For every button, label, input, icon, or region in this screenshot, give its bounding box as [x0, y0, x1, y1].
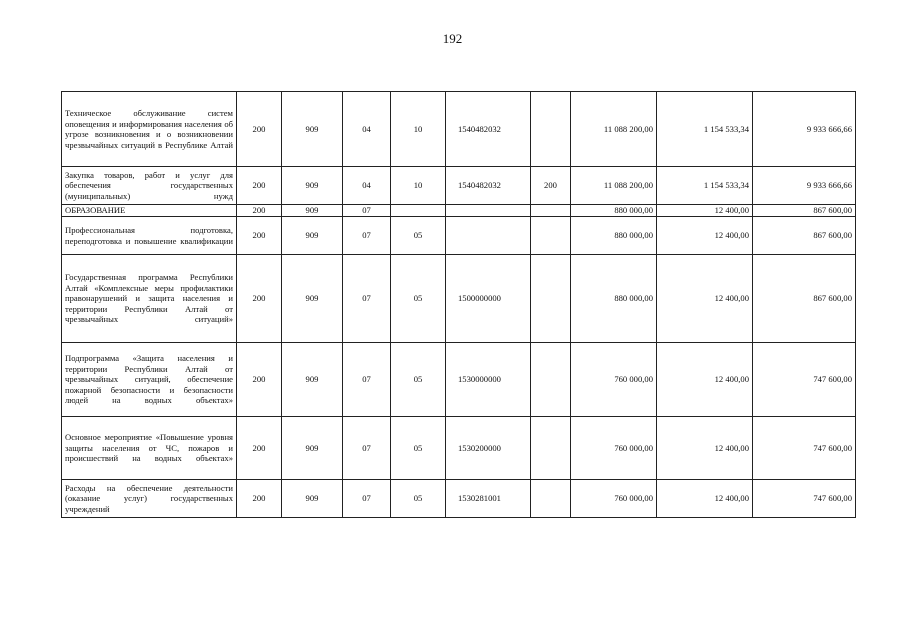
table-row	[62, 167, 856, 205]
row-name: Профессиональная подготовка, переподготовка и повышение квалификации	[62, 217, 237, 255]
cell-expense-type	[531, 92, 571, 167]
cell-target-article: 1500000000	[446, 255, 531, 343]
cell-ministry: 909	[282, 480, 343, 518]
cell-sum-total: 747 600,00	[753, 480, 856, 518]
cell-subsection: 05	[391, 255, 446, 343]
table-row	[62, 417, 856, 480]
cell-section: 07	[343, 255, 391, 343]
cell-subsection: 10	[391, 92, 446, 167]
cell-admin: 200	[237, 217, 282, 255]
cell-sum-total: 867 600,00	[753, 205, 856, 217]
cell-target-article: 1530000000	[446, 343, 531, 417]
cell-sum-approved: 880 000,00	[571, 255, 657, 343]
cell-sum-change: 12 400,00	[657, 343, 753, 417]
row-name: Закупка товаров, работ и услуг для обеспечения государственных (муниципальных) нужд	[62, 167, 237, 205]
cell-sum-approved: 760 000,00	[571, 480, 657, 518]
cell-subsection	[391, 205, 446, 217]
cell-sum-total: 867 600,00	[753, 217, 856, 255]
cell-sum-change: 12 400,00	[657, 480, 753, 518]
cell-ministry: 909	[282, 92, 343, 167]
cell-ministry: 909	[282, 217, 343, 255]
cell-target-article: 1530200000	[446, 417, 531, 480]
cell-section: 07	[343, 217, 391, 255]
cell-sum-approved: 880 000,00	[571, 205, 657, 217]
cell-section: 07	[343, 480, 391, 518]
cell-sum-approved: 760 000,00	[571, 417, 657, 480]
cell-admin: 200	[237, 343, 282, 417]
cell-sum-approved: 880 000,00	[571, 217, 657, 255]
cell-expense-type	[531, 417, 571, 480]
cell-target-article: 1530281001	[446, 480, 531, 518]
cell-sum-total: 747 600,00	[753, 343, 856, 417]
cell-sum-change: 1 154 533,34	[657, 92, 753, 167]
cell-subsection: 05	[391, 217, 446, 255]
cell-section: 04	[343, 92, 391, 167]
cell-sum-change: 12 400,00	[657, 417, 753, 480]
cell-expense-type	[531, 205, 571, 217]
row-name: ОБРАЗОВАНИЕ	[62, 205, 237, 217]
cell-sum-approved: 760 000,00	[571, 343, 657, 417]
cell-ministry: 909	[282, 205, 343, 217]
cell-expense-type	[531, 255, 571, 343]
cell-sum-approved: 11 088 200,00	[571, 167, 657, 205]
table-row	[62, 480, 856, 518]
cell-sum-change: 12 400,00	[657, 255, 753, 343]
table-row	[62, 92, 856, 167]
cell-expense-type	[531, 343, 571, 417]
cell-subsection: 05	[391, 417, 446, 480]
cell-section: 07	[343, 205, 391, 217]
cell-subsection: 05	[391, 343, 446, 417]
cell-sum-change: 12 400,00	[657, 205, 753, 217]
cell-expense-type	[531, 217, 571, 255]
cell-sum-change: 12 400,00	[657, 217, 753, 255]
cell-subsection: 10	[391, 167, 446, 205]
cell-target-article	[446, 205, 531, 217]
cell-ministry: 909	[282, 343, 343, 417]
cell-sum-total: 9 933 666,66	[753, 167, 856, 205]
cell-admin: 200	[237, 167, 282, 205]
cell-expense-type	[531, 480, 571, 518]
cell-section: 07	[343, 343, 391, 417]
cell-ministry: 909	[282, 255, 343, 343]
cell-sum-change: 1 154 533,34	[657, 167, 753, 205]
cell-admin: 200	[237, 255, 282, 343]
table-row	[62, 217, 856, 255]
cell-subsection: 05	[391, 480, 446, 518]
cell-admin: 200	[237, 205, 282, 217]
table-row	[62, 205, 856, 217]
budget-table	[61, 91, 856, 518]
cell-admin: 200	[237, 417, 282, 480]
table-row	[62, 255, 856, 343]
row-name: Государственная программа Республики Алтай «Комплексные меры профилактики правонарушений и защита населения и территории Республики Алтай от чрезвычайных ситуаций»	[62, 255, 237, 343]
cell-admin: 200	[237, 480, 282, 518]
cell-target-article: 1540482032	[446, 167, 531, 205]
row-name: Расходы на обеспечение деятельности (оказание услуг) государственных учреждений	[62, 480, 237, 518]
row-name: Подпрограмма «Защита населения и территории Республики Алтай от чрезвычайных ситуаций, обеспечение пожарной безопасности и безопасности людей на водных объектах»	[62, 343, 237, 417]
row-name: Основное мероприятие «Повышение уровня защиты населения от ЧС, пожаров и происшествий на водных объектах»	[62, 417, 237, 480]
cell-target-article	[446, 217, 531, 255]
row-name: Техническое обслуживание систем оповещения и информирования населения об угрозе возникновения и о возникновении чрезвычайных ситуаций в Республике Алтай	[62, 92, 237, 167]
cell-expense-type: 200	[531, 167, 571, 205]
page-number: 192	[442, 31, 463, 46]
cell-ministry: 909	[282, 167, 343, 205]
cell-admin: 200	[237, 92, 282, 167]
cell-sum-total: 747 600,00	[753, 417, 856, 480]
cell-sum-total: 867 600,00	[753, 255, 856, 343]
cell-sum-total: 9 933 666,66	[753, 92, 856, 167]
cell-sum-approved: 11 088 200,00	[571, 92, 657, 167]
cell-target-article: 1540482032	[446, 92, 531, 167]
cell-ministry: 909	[282, 417, 343, 480]
cell-section: 07	[343, 417, 391, 480]
cell-section: 04	[343, 167, 391, 205]
table-row	[62, 343, 856, 417]
